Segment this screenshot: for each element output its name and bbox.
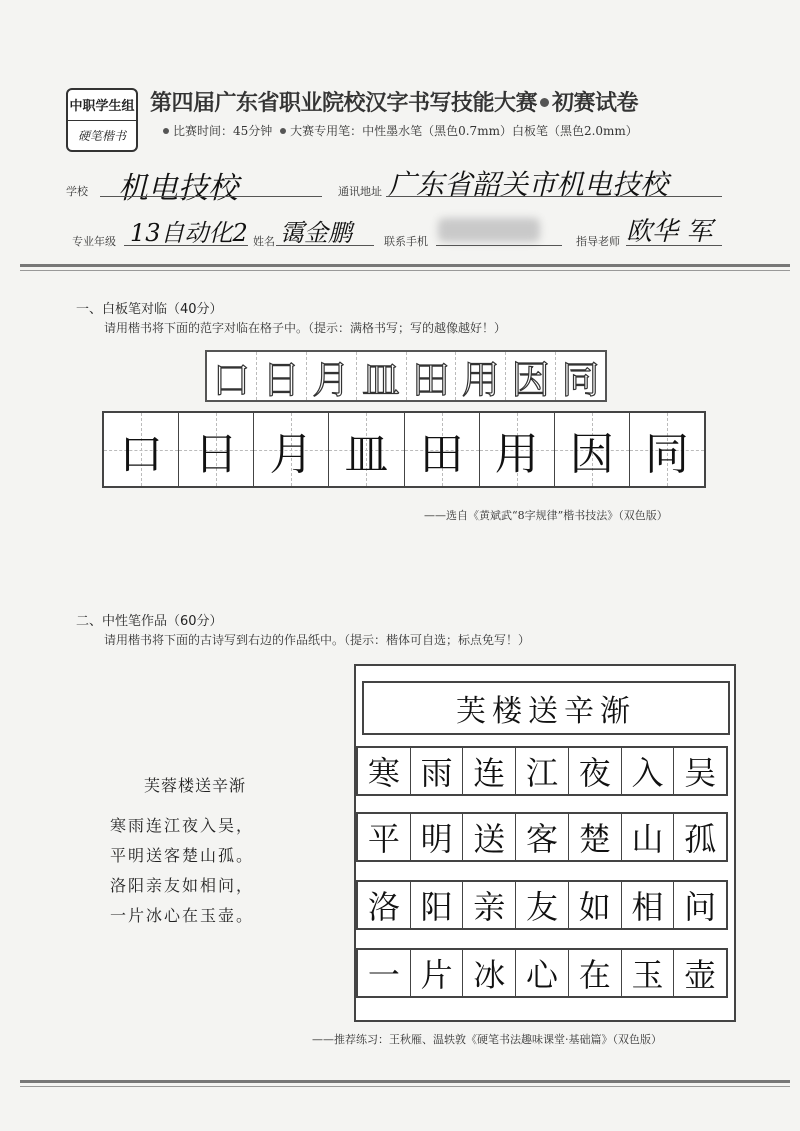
title-main: 第四届广东省职业院校汉字书写技能大赛 xyxy=(150,91,538,116)
school-value: 机电技校 xyxy=(118,171,238,206)
header-divider xyxy=(20,264,790,267)
teacher-value: 欧华 军 xyxy=(626,217,713,247)
work-char: 楚 xyxy=(569,814,622,860)
work-char: 寒 xyxy=(358,748,411,794)
work-char: 明 xyxy=(411,814,464,860)
section2-title: 二、中性笔作品（60分） xyxy=(76,614,223,629)
model-char: 田 xyxy=(407,352,457,400)
work-char: 入 xyxy=(622,748,675,794)
work-char: 洛 xyxy=(358,882,411,928)
work-char: 亲 xyxy=(463,882,516,928)
work-char: 山 xyxy=(622,814,675,860)
work-row xyxy=(356,812,728,862)
footer-divider xyxy=(20,1080,790,1083)
work-char: 友 xyxy=(516,882,569,928)
work-char: 片 xyxy=(411,950,464,996)
practice-cell xyxy=(329,413,404,486)
name-underline xyxy=(276,245,374,246)
practice-cell xyxy=(254,413,329,486)
practice-grid xyxy=(102,411,706,488)
work-char: 玉 xyxy=(622,950,675,996)
practice-char: 田 xyxy=(419,428,464,480)
work-char: 壶 xyxy=(684,956,717,994)
major-label: 专业年级 xyxy=(72,235,116,248)
practice-char: 同 xyxy=(644,428,689,480)
phone-underline xyxy=(436,245,562,246)
practice-cell xyxy=(555,413,630,486)
teacher-label: 指导老师 xyxy=(576,235,620,248)
badge-group-label: 中职学生组 xyxy=(68,90,136,121)
practice-cell xyxy=(630,413,704,486)
work-char: 心 xyxy=(516,950,569,996)
model-char: 用 xyxy=(456,352,506,400)
work-char: 在 xyxy=(569,950,622,996)
work-char: 问 xyxy=(684,888,717,926)
exam-info xyxy=(163,122,638,139)
work-row xyxy=(356,948,728,998)
title-dot-icon xyxy=(540,98,549,107)
poem-title: 芙蓉楼送辛渐 xyxy=(144,776,247,795)
work-char: 客 xyxy=(516,814,569,860)
practice-char: 皿 xyxy=(344,428,389,480)
teacher-underline xyxy=(626,245,722,246)
model-char: 同 xyxy=(561,357,600,402)
work-char: 连 xyxy=(463,748,516,794)
header-divider-thin xyxy=(20,270,790,271)
work-char: 如 xyxy=(569,882,622,928)
work-char: 阳 xyxy=(411,882,464,928)
page-title xyxy=(150,86,790,117)
work-char: 相 xyxy=(622,882,675,928)
address-underline xyxy=(386,196,722,197)
model-char: 口 xyxy=(207,352,257,400)
model-char: 月 xyxy=(307,352,357,400)
work-char: 江 xyxy=(516,748,569,794)
model-char: 皿 xyxy=(357,352,407,400)
major-value: 13自动化2 xyxy=(130,219,248,247)
school-underline xyxy=(100,196,322,197)
address-label: 通讯地址 xyxy=(338,185,382,198)
practice-char: 日 xyxy=(194,428,239,480)
work-row xyxy=(356,880,728,930)
footer-divider-thin xyxy=(20,1086,790,1087)
work-char: 冰 xyxy=(463,950,516,996)
work-char: 雨 xyxy=(411,748,464,794)
school-label: 学校 xyxy=(66,185,88,198)
model-char-row xyxy=(205,350,607,402)
practice-cell xyxy=(405,413,480,486)
poem-line: 洛阳亲友如相问， xyxy=(110,876,255,895)
section1-instruction: 请用楷书将下面的范字对临在格子中。（提示：满格书写；写的越像越好！） xyxy=(104,321,507,335)
address-value: 广东省韶关市机电技校 xyxy=(388,168,669,201)
exam-pens: 大赛专用笔：中性墨水笔（黑色0.7mm）白板笔（黑色2.0mm） xyxy=(290,124,638,138)
practice-cell xyxy=(104,413,179,486)
name-value: 霭金鹏 xyxy=(280,219,352,247)
group-badge xyxy=(66,88,138,152)
exam-time: 比赛时间：45分钟 xyxy=(173,124,273,138)
practice-char: 口 xyxy=(119,428,164,480)
poem-line: 寒雨连江夜入吴， xyxy=(110,816,255,835)
recommended-reading: ——推荐练习：王秋雁、温轶敦《硬笔书法趣味课堂·基础篇》（双色版） xyxy=(312,1033,662,1046)
work-char: 送 xyxy=(463,814,516,860)
model-char: 日 xyxy=(257,352,307,400)
major-underline xyxy=(124,245,248,246)
bullet-icon xyxy=(163,128,169,134)
work-char: 吴 xyxy=(684,754,717,792)
practice-char: 因 xyxy=(569,428,614,480)
practice-char: 月 xyxy=(269,428,314,480)
practice-cell xyxy=(179,413,254,486)
work-char: 平 xyxy=(358,814,411,860)
phone-redacted xyxy=(438,218,540,242)
badge-style-label: 硬笔楷书 xyxy=(77,128,126,143)
poem-line: 一片冰心在玉壶。 xyxy=(110,906,255,925)
work-title: 芙楼送辛渐 xyxy=(362,681,730,735)
section1-title: 一、白板笔对临（40分） xyxy=(76,302,223,317)
bullet-icon xyxy=(280,128,286,134)
work-char: 一 xyxy=(358,950,411,996)
poem-line: 平明送客楚山孤。 xyxy=(110,846,255,865)
section1-source: ——选自《黄斌武“8字规律”楷书技法》（双色版） xyxy=(424,509,668,522)
section2-instruction: 请用楷书将下面的古诗写到右边的作品纸中。（提示：楷体可自选；标点免写！） xyxy=(104,633,531,647)
practice-cell xyxy=(480,413,555,486)
phone-label: 联系手机 xyxy=(384,235,428,248)
printed-poem xyxy=(110,771,254,931)
practice-char: 用 xyxy=(494,428,539,480)
work-row xyxy=(356,746,728,796)
work-char: 夜 xyxy=(569,748,622,794)
name-label: 姓名 xyxy=(253,235,275,248)
model-char: 因 xyxy=(506,352,556,400)
work-char: 孤 xyxy=(684,820,717,858)
title-suffix: 初赛试卷 xyxy=(552,91,639,116)
